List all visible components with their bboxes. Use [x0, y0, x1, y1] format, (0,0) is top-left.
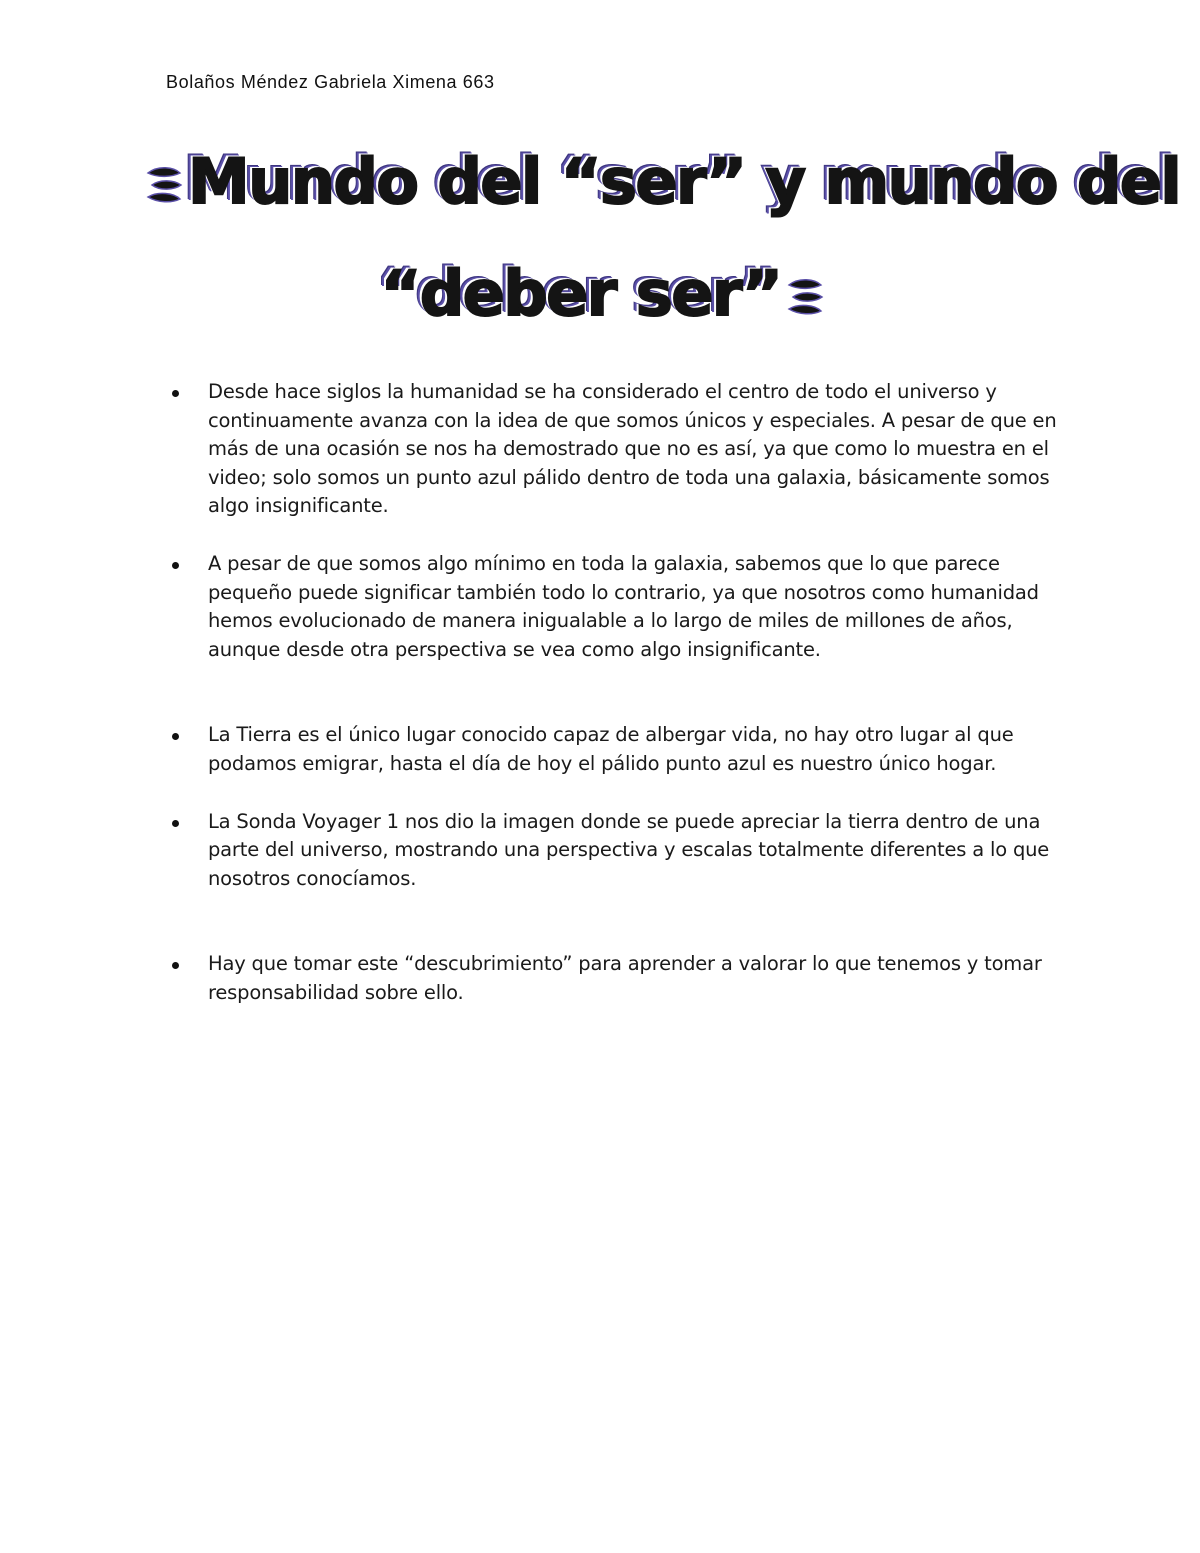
bullet-icon [172, 962, 179, 969]
list-item-text: Desde hace siglos la humanidad se ha considerado el centro de todo el universo y continuamente avanza con la idea de que somos únicos y especiales. A pesar de que en más de una ocasión se nos ha demostrado que no es así, ya que como lo muestra en el video; solo somos un punto azul pálido dentro de toda una galaxia, básicamente somos algo insignificante. [208, 380, 1057, 518]
page-title [140, 128, 1181, 352]
title-line-1 [140, 128, 1181, 240]
bullet-icon [172, 562, 179, 569]
title-line-2-text: “deber ser” [380, 256, 782, 330]
bullet-icon [172, 733, 179, 740]
list-item [166, 721, 1066, 778]
list-item [166, 950, 1066, 1007]
author-header: Bolaños Méndez Gabriela Ximena 663 [166, 72, 495, 92]
bullet-list [166, 378, 1066, 1008]
title-line-1-text: Mundo del “ser” y mundo del [188, 145, 1181, 218]
leaf-ornament-icon [144, 132, 184, 240]
list-item [166, 550, 1066, 664]
title-line-2 [140, 240, 1070, 352]
bullet-icon [172, 390, 179, 397]
list-item [166, 808, 1066, 894]
list-item-text: La Sonda Voyager 1 nos dio la imagen donde se puede apreciar la tierra dentro de una parte del universo, mostrando una perspectiva y escalas totalmente diferentes a lo que nosotros conocíamos. [208, 809, 1050, 890]
list-item-text: La Tierra es el único lugar conocido capaz de albergar vida, no hay otro lugar al que podamos emigrar, hasta el día de hoy el pálido punto azul es nuestro único hogar. [208, 723, 1014, 775]
bullet-icon [172, 820, 179, 827]
list-item-text: Hay que tomar este “descubrimiento” para aprender a valorar lo que tenemos y tomar responsabilidad sobre ello. [208, 952, 1042, 1004]
list-item [166, 378, 1066, 521]
leaf-ornament-icon [785, 244, 825, 352]
list-item-text: A pesar de que somos algo mínimo en toda la galaxia, sabemos que lo que parece pequeño puede significar también todo lo contrario, ya que nosotros como humanidad hemos evolucionado de manera inigualable a lo largo de miles de millones de años, aunque desde otra perspectiva se vea como algo insignificante. [208, 551, 1039, 661]
